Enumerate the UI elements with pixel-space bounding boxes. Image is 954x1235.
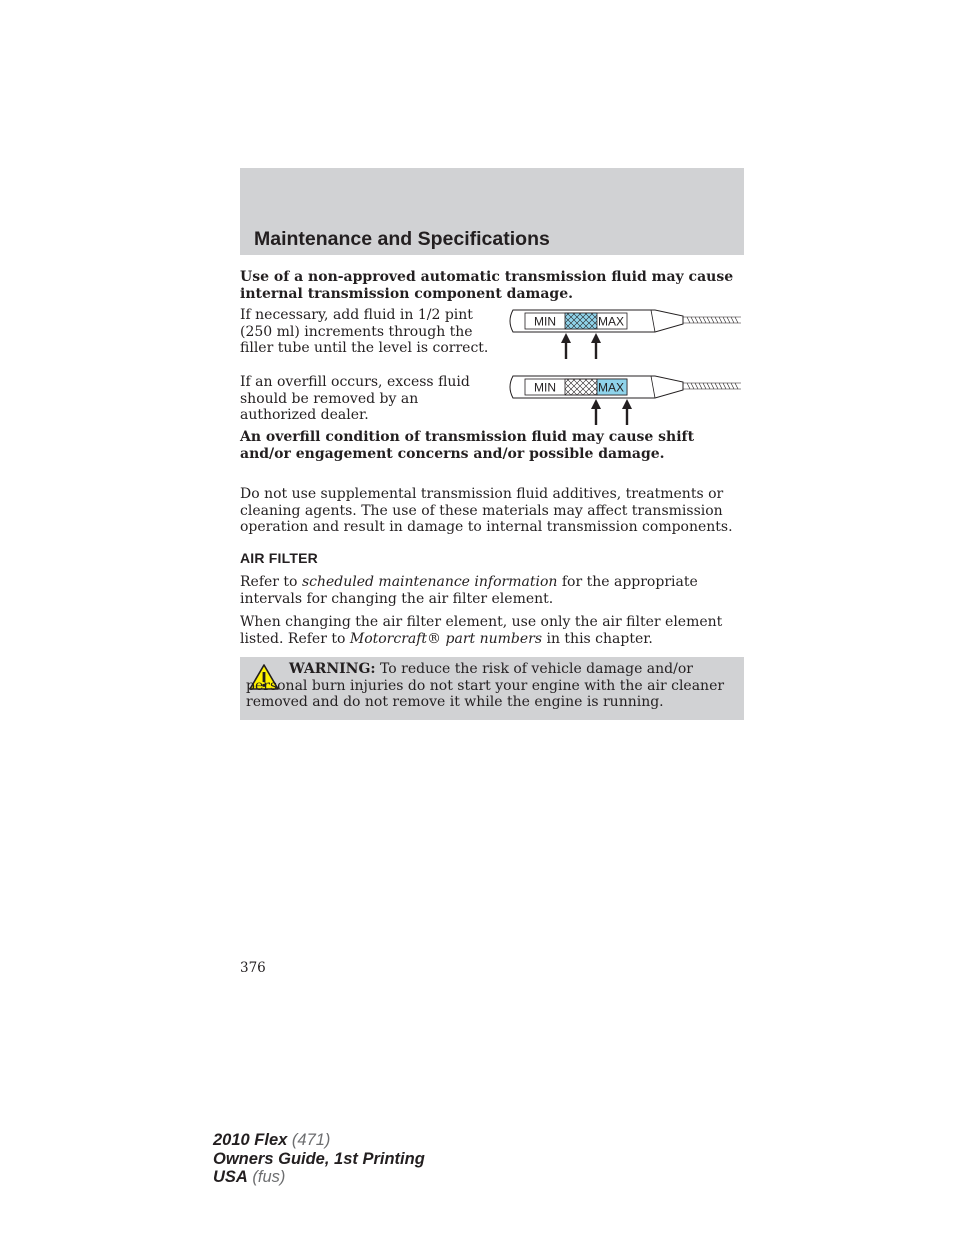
dipstick-correct-level-diagram (505, 305, 743, 365)
max-label: MAX (597, 380, 625, 395)
min-label: MIN (534, 380, 556, 395)
scheduled-maintenance-reference: scheduled maintenance information (301, 574, 558, 590)
air-filter-heading: AIR FILTER (240, 550, 318, 566)
add-fluid-instructions: If necessary, add fluid in 1/2 pint (250 ml) increments through the filler tube until the level is correct. (240, 307, 489, 356)
dipstick-overfill-level-diagram (505, 371, 743, 431)
warning-label: WARNING: (289, 661, 376, 677)
page-number: 376 (240, 960, 266, 976)
arrow-up-icon (561, 333, 571, 359)
air-filter-paragraph-1: Refer to scheduled maintenance information for the appropriate intervals for changing the air filter element. (240, 574, 698, 607)
chapter-header-band (240, 168, 744, 255)
max-label: MAX (597, 314, 625, 329)
overfill-instructions: If an overfill occurs, excess fluid should be removed by an authorized dealer. (240, 374, 470, 423)
caution-non-approved-fluid: Use of a non-approved automatic transmission fluid may cause internal transmission component damage. (240, 269, 734, 302)
chapter-title: Maintenance and Specifications (254, 228, 550, 250)
caution-overfill: An overfill condition of transmission fluid may cause shift and/or engagement concerns and/or possible damage. (240, 429, 695, 462)
arrow-up-icon (622, 399, 632, 425)
arrow-up-icon (591, 399, 601, 425)
warning-text: WARNING: To reduce the risk of vehicle damage and/or personal burn injuries do not start your engine with the air cleaner removed and do not remove it while the engine is running. (246, 661, 725, 710)
min-label: MIN (534, 314, 556, 329)
warning-box (240, 657, 744, 720)
additives-paragraph: Do not use supplemental transmission fluid additives, treatments or cleaning agents. The use of these materials may affect transmission operation and result in damage to internal transmission components. (240, 486, 733, 535)
arrow-up-icon (591, 333, 601, 359)
air-filter-paragraph-2: When changing the air filter element, use only the air filter element listed. Refer to Motorcraft® part numbers in this chapter. (240, 614, 723, 647)
motorcraft-part-numbers-reference: Motorcraft® part numbers (349, 630, 543, 647)
document-footer: 2010 Flex (471) Owners Guide, 1st Printing USA (fus) (213, 1131, 425, 1186)
